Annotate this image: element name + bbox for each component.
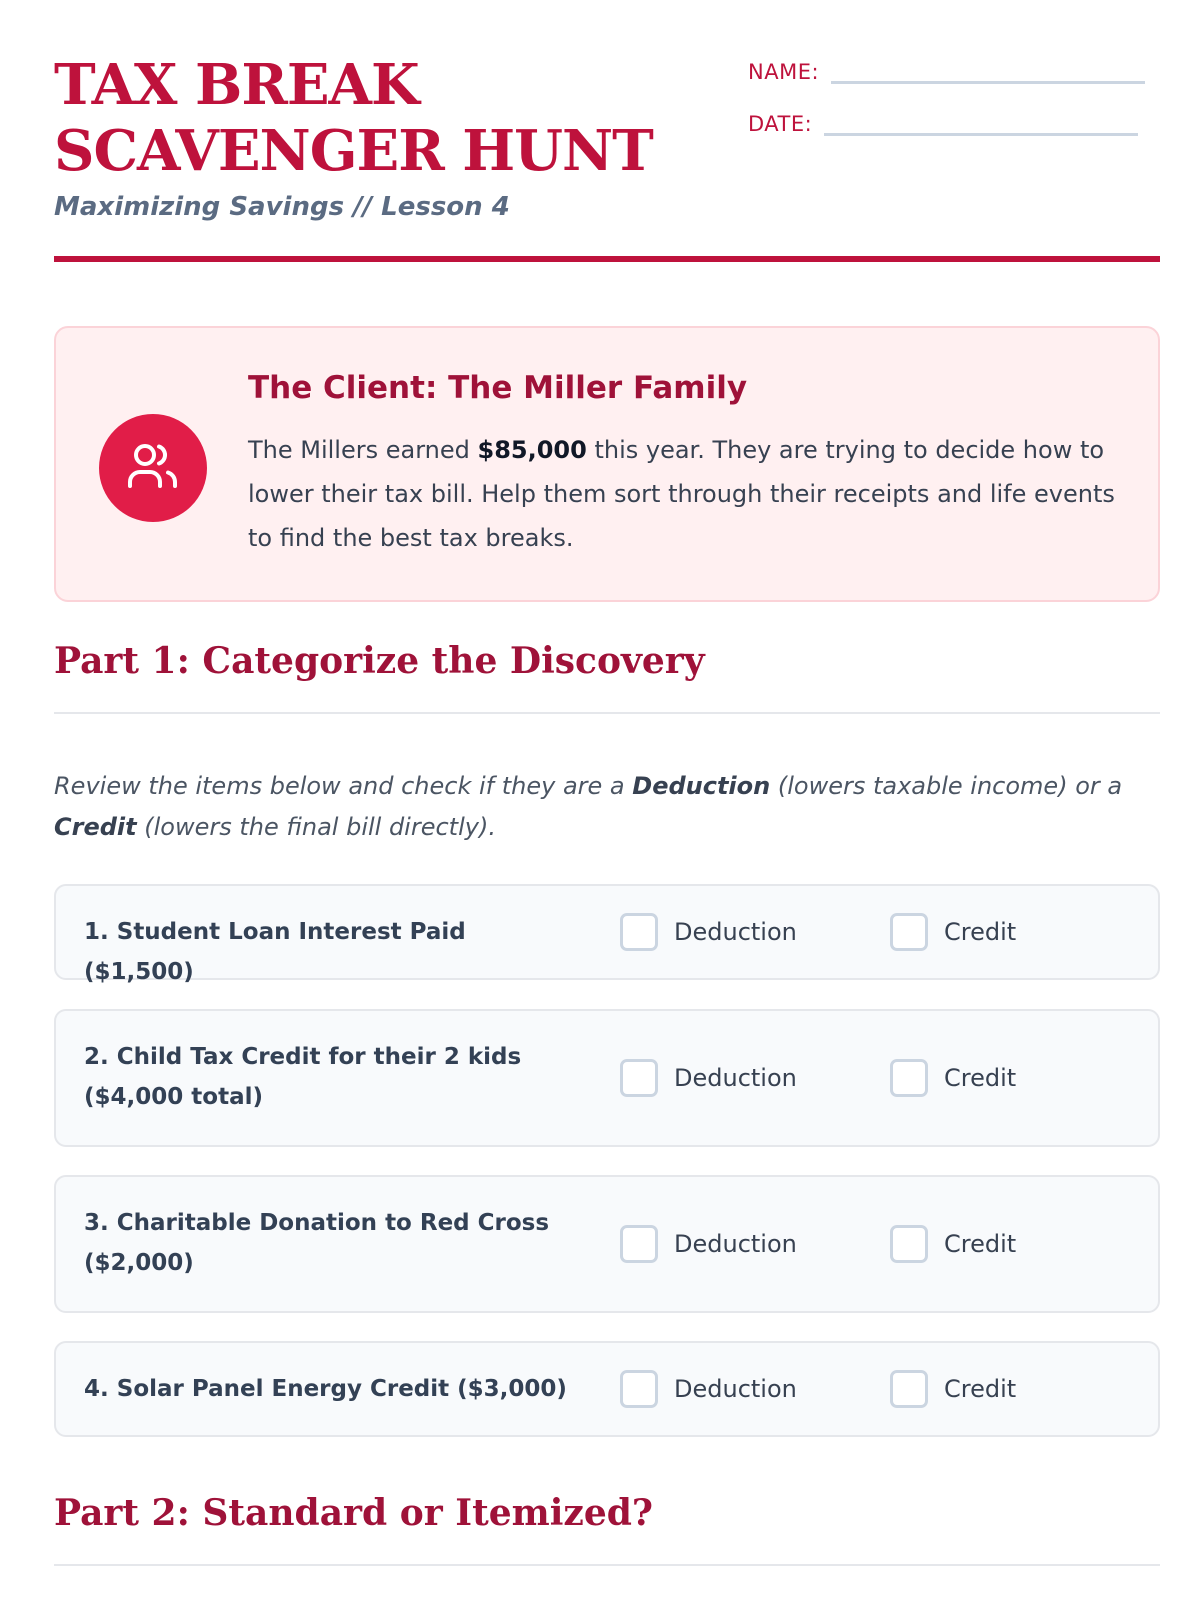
instructions-term-credit: Credit bbox=[54, 813, 137, 841]
title-line-1: TAX BREAK bbox=[54, 52, 419, 118]
header-divider bbox=[54, 256, 1160, 262]
credit-label: Credit bbox=[944, 918, 1017, 946]
worksheet-page bbox=[54, 0, 1160, 1600]
client-description bbox=[248, 428, 1128, 560]
part2-title: Part 2: Standard or Itemized? bbox=[54, 1492, 653, 1534]
instructions-middle: (lowers taxable income) or a bbox=[770, 772, 1123, 800]
worksheet-header bbox=[54, 52, 1160, 272]
part2-divider bbox=[54, 1564, 1160, 1566]
title-line-2: SCAVENGER HUNT bbox=[54, 118, 653, 184]
credit-checkbox[interactable] bbox=[890, 1225, 928, 1263]
part1-instructions bbox=[54, 766, 1160, 848]
deduction-label: Deduction bbox=[674, 918, 797, 946]
deduction-option[interactable] bbox=[620, 913, 797, 951]
name-label: NAME: bbox=[748, 60, 820, 84]
credit-label: Credit bbox=[944, 1064, 1017, 1092]
name-field[interactable] bbox=[831, 60, 1145, 84]
deduction-checkbox[interactable] bbox=[620, 1370, 658, 1408]
users-icon bbox=[127, 442, 179, 494]
deduction-option[interactable] bbox=[620, 1225, 797, 1263]
credit-option[interactable] bbox=[890, 1370, 1016, 1408]
instructions-after: (lowers the final bill directly). bbox=[136, 813, 496, 841]
deduction-label: Deduction bbox=[674, 1375, 797, 1403]
client-title: The Client: The Miller Family bbox=[248, 370, 748, 406]
client-income: $85,000 bbox=[477, 436, 587, 464]
credit-option[interactable] bbox=[890, 913, 1016, 951]
deduction-option[interactable] bbox=[620, 1059, 797, 1097]
name-field-row bbox=[748, 60, 1145, 84]
client-avatar bbox=[99, 414, 207, 522]
deduction-checkbox[interactable] bbox=[620, 1059, 658, 1097]
credit-checkbox[interactable] bbox=[890, 913, 928, 951]
credit-checkbox[interactable] bbox=[890, 1370, 928, 1408]
question-row-2 bbox=[54, 1009, 1160, 1147]
client-text-before: The Millers earned bbox=[248, 436, 478, 464]
date-field[interactable] bbox=[824, 112, 1138, 136]
credit-checkbox[interactable] bbox=[890, 1059, 928, 1097]
credit-option[interactable] bbox=[890, 1225, 1016, 1263]
question-text: 1. Student Loan Interest Paid ($1,500) bbox=[84, 919, 466, 985]
date-field-row bbox=[748, 112, 1138, 136]
instructions-term-deduction: Deduction bbox=[632, 772, 771, 800]
deduction-checkbox[interactable] bbox=[620, 1225, 658, 1263]
deduction-option[interactable] bbox=[620, 1370, 797, 1408]
deduction-label: Deduction bbox=[674, 1230, 797, 1258]
date-label: DATE: bbox=[748, 112, 813, 136]
question-text: 2. Child Tax Credit for their 2 kids ($4,000 total) bbox=[84, 1044, 522, 1110]
credit-label: Credit bbox=[944, 1230, 1017, 1258]
credit-option[interactable] bbox=[890, 1059, 1016, 1097]
part1-divider bbox=[54, 712, 1160, 714]
question-row-3 bbox=[54, 1175, 1160, 1313]
deduction-checkbox[interactable] bbox=[620, 913, 658, 951]
question-row-1 bbox=[54, 884, 1160, 985]
part1-title: Part 1: Categorize the Discovery bbox=[54, 640, 705, 682]
deduction-label: Deduction bbox=[674, 1064, 797, 1092]
credit-label: Credit bbox=[944, 1375, 1017, 1403]
client-text-after: this year. They are trying to decide how to lower their tax bill. Help them sort through their receipts and life events to find the best tax breaks. bbox=[248, 436, 1115, 552]
question-text: 4. Solar Panel Energy Credit ($3,000) bbox=[84, 1376, 567, 1402]
instructions-before: Review the items below and check if they are a bbox=[54, 772, 633, 800]
question-text: 3. Charitable Donation to Red Cross ($2,000) bbox=[84, 1210, 550, 1276]
client-card bbox=[54, 326, 1160, 602]
page-subtitle: Maximizing Savings // Lesson 4 bbox=[54, 192, 510, 222]
question-row-4 bbox=[54, 1341, 1160, 1437]
page-title bbox=[54, 52, 694, 184]
